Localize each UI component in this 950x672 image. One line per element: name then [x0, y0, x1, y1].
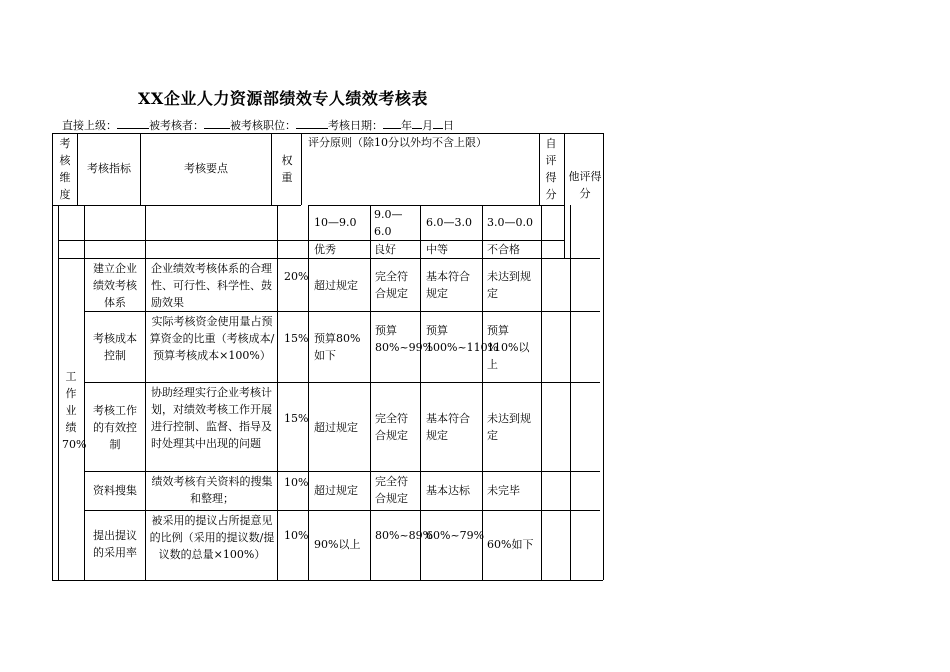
range-good: 9.0—6.0 [374, 208, 403, 238]
row-indicator: 资料搜集 [93, 484, 137, 497]
row-excellent: 预算80%如下 [314, 332, 361, 362]
header-dimension: 考核维度 [59, 137, 71, 201]
grade-good: 良好 [374, 243, 396, 256]
row-indicator: 考核工作的有效控制 [93, 404, 137, 451]
row-fail: 预算110%以上 [487, 324, 530, 371]
dimension-work: 工作业绩70% [62, 370, 87, 451]
row-points: 实际考核资金使用量占预算资金的比重（考核成本/预算考核成本×100%） [149, 315, 275, 362]
row-indicator: 考核成本控制 [93, 332, 137, 362]
row-fail: 60%如下 [487, 538, 534, 551]
header-weight: 权重 [281, 154, 293, 184]
month-field[interactable] [412, 118, 422, 129]
row-good: 完全符合规定 [375, 475, 408, 505]
row-medium: 基本达标 [426, 484, 470, 497]
year-label: 年 [401, 119, 412, 132]
position-field[interactable] [296, 118, 328, 129]
row-weight: 20% [284, 270, 309, 283]
row-medium: 基本符合规定 [426, 270, 470, 300]
row-good: 完全符合规定 [375, 412, 408, 442]
row-points: 协助经理实行企业考核计划，对绩效考核工作开展进行控制、监督、指导及时处理其中出现的问题 [151, 386, 272, 450]
day-label: 日 [443, 119, 454, 132]
range-fail: 3.0—0.0 [487, 216, 533, 229]
assessee-field[interactable] [204, 118, 230, 129]
grade-excellent: 优秀 [314, 243, 336, 256]
row-weight: 15% [284, 412, 309, 425]
header-indicator: 考核指标 [87, 162, 131, 175]
row-excellent: 超过规定 [314, 279, 358, 292]
position-label: 被考核职位： [230, 119, 296, 132]
row-weight: 10% [284, 476, 309, 489]
date-label: 考核日期： [328, 119, 383, 132]
row-indicator: 建立企业绩效考核体系 [93, 262, 137, 309]
row-fail: 未达到规定 [487, 412, 531, 442]
row-medium: 60%~79% [426, 529, 485, 542]
row-good: 80%~89% [375, 529, 434, 542]
supervisor-field[interactable] [117, 118, 149, 129]
assessee-label: 被考核者： [149, 119, 204, 132]
row-points: 企业绩效考核体系的合理性、可行性、科学性、鼓励效果 [151, 262, 272, 309]
supervisor-label: 直接上级： [62, 119, 117, 132]
header-other-score: 他评得分 [568, 170, 602, 200]
row-excellent: 90%以上 [314, 538, 361, 551]
row-weight: 10% [284, 529, 309, 542]
header-key-points: 考核要点 [184, 162, 228, 175]
row-weight: 15% [284, 332, 309, 345]
month-label: 月 [422, 119, 433, 132]
day-field[interactable] [433, 118, 443, 129]
grade-medium: 中等 [426, 243, 448, 256]
header-principle: 评分原则（除10分以外均不含上限） [308, 136, 487, 149]
row-medium: 预算100%~110% [426, 324, 499, 354]
header-self-score: 自评得分 [545, 137, 557, 201]
year-field[interactable] [383, 118, 401, 129]
row-excellent: 超过规定 [314, 421, 358, 434]
row-good: 预算80%~99% [375, 324, 434, 354]
row-points: 被采用的提议占所提意见的比例（采用的提议数/提议数的总量×100%） [149, 514, 275, 561]
row-fail: 未达到规定 [487, 270, 531, 300]
range-medium: 6.0—3.0 [426, 216, 472, 229]
grade-fail: 不合格 [487, 243, 520, 256]
row-indicator: 提出提议的采用率 [93, 529, 137, 559]
row-excellent: 超过规定 [314, 484, 358, 497]
info-line [62, 117, 454, 133]
row-good: 完全符合规定 [375, 270, 408, 300]
row-fail: 未完毕 [487, 484, 520, 497]
row-medium: 基本符合规定 [426, 412, 470, 442]
range-excellent: 10—9.0 [314, 216, 357, 229]
page-title: XX企业人力资源部绩效专人绩效考核表 [138, 89, 428, 108]
row-points: 绩效考核有关资料的搜集和整理； [151, 475, 273, 505]
